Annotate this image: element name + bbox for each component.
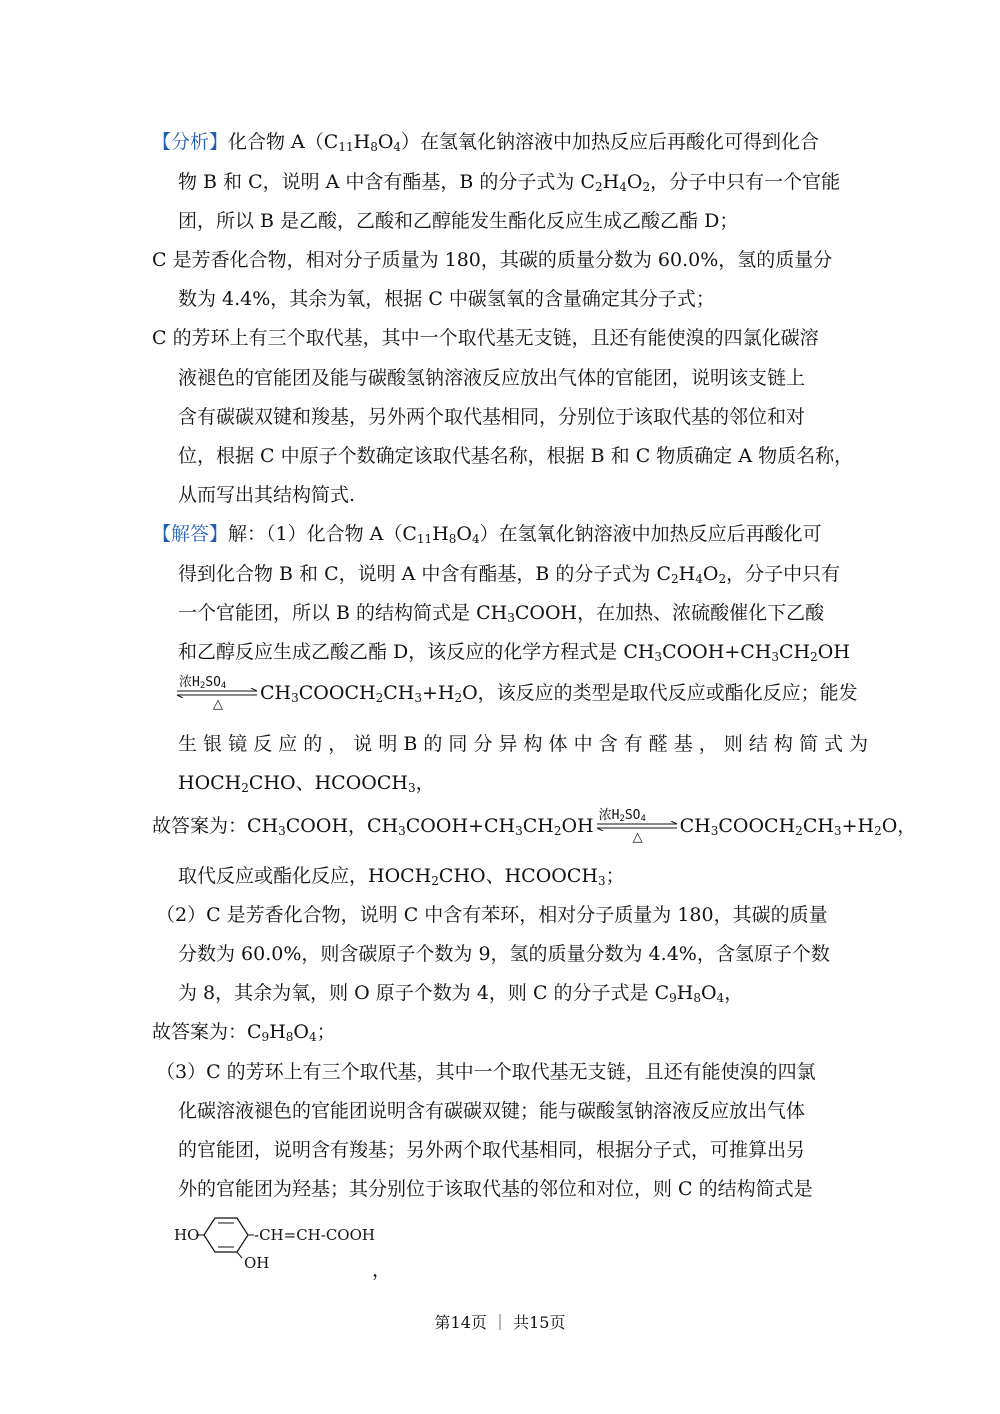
- answer-line-7: $HOCH_2CHO$、$HCOOCH_3$，: [178, 772, 435, 795]
- analysis-line-7: 液褪色的官能团及能与碳酸氢钠溶液反应放出气体的官能团，说明该支链上: [178, 367, 806, 389]
- reaction-arrow-2: [595, 809, 679, 845]
- answer-line-2: 得到化合物 B 和 C，说明 A 中含有酯基，B 的分子式为 $C_2H_4O_2$，分子中只有: [178, 563, 841, 586]
- answer-tag: 【解答】: [152, 523, 229, 545]
- answer-line-17: 外的官能团为羟基；其分别位于该取代基的邻位和对位，则 C 的结构简式是: [178, 1178, 813, 1200]
- struct-ho-label: HO: [174, 1226, 200, 1244]
- answer-line-12: 为 8，其余为氧，则 O 原子个数为 4，则 C 的分子式是 $C_9H_8O_4$，: [178, 982, 744, 1005]
- answer-line-16: 的官能团，说明含有羧基；另外两个取代基相同，根据分子式，可推算出另: [178, 1139, 806, 1161]
- analysis-line-6: C 的芳环上有三个取代基，其中一个取代基无支链，且还有能使溴的四氯化碳溶: [152, 327, 819, 349]
- answer-line-13: 故答案为：$C_9H_8O_4$；: [152, 1021, 336, 1044]
- struct-oh-label: OH: [244, 1254, 270, 1272]
- structural-formula: [168, 1208, 388, 1278]
- answer-line-5: 浓$H_2SO_4$ △ $CH_3COOCH_2CH_3+H_2O$，该反应的类型是取代反应或酯化反应；能发: [174, 675, 858, 712]
- reaction-condition-top: 浓$H_2SO_4$: [598, 808, 646, 824]
- page-footer: 第14页 ｜ 共15页: [434, 1313, 566, 1332]
- analysis-line-2: 物 B 和 C，说明 A 中含有酯基，B 的分子式为 $C_2H_4O_2$，分子中只有一个官能: [178, 171, 841, 194]
- analysis-line-3: 团，所以 B 是乙酸，乙酸和乙醇能发生酯化反应生成乙酸乙酯 D；: [178, 210, 739, 232]
- analysis-line-4: C 是芳香化合物，相对分子质量为 180，其碳的质量分数为 60.0%，氢的质量分: [152, 249, 833, 271]
- answer-line-6: 生 银 镜 反 应 的 ， 说 明 B 的 同 分 异 构 体 中 含 有 醛 基 ， 则 结 构 简 式 为: [178, 733, 869, 755]
- answer-line-11: 分数为 60.0%，则含碳原子个数为 9，氢的质量分数为 4.4%，含氢原子个数: [178, 943, 830, 965]
- answer-trailing-comma: ，: [372, 1259, 392, 1281]
- answer-line-9: 取代反应或酯化反应，$HOCH_2CHO$、$HCOOCH_3$；: [178, 865, 625, 888]
- reaction-condition-bottom: △: [213, 697, 223, 712]
- answer-line-15: 化碳溶液褪色的官能团说明含有碳碳双键；能与碳酸氢钠溶液反应放出气体: [178, 1100, 806, 1122]
- analysis-line-10: 从而写出其结构简式.: [178, 484, 356, 506]
- answer-line-3: 一个官能团，所以 B 的结构简式是 $CH_3COOH$，在加热、浓硫酸催化下乙酸: [178, 602, 825, 625]
- answer-line-4: 和乙醇反应生成乙酸乙酯 D，该反应的化学方程式是 $CH_3COOH+CH_3CH_2OH$: [178, 641, 850, 664]
- struct-side-chain: -CH=CH-COOH: [254, 1226, 375, 1244]
- reaction-arrow-1: [175, 676, 259, 712]
- reaction-condition-top: 浓$H_2SO_4$: [179, 675, 227, 691]
- analysis-line-8: 含有碳碳双键和羧基，另外两个取代基相同，分别位于该取代基的邻位和对: [178, 406, 806, 428]
- answer-line-8: 故答案为：$CH_3COOH$，$CH_3COOH+CH_3CH_2OH$ 浓$H_2SO_4$ △ $CH_3COOCH_2CH_3+H_2O$，: [152, 808, 917, 845]
- answer-line-1: 【解答】解：（1）化合物 $A(C_{11}H_8O_4)$在氢氧化钠溶液中加热反应后再酸化可: [152, 523, 822, 546]
- analysis-line-5: 数为 4.4%，其余为氧，根据 C 中碳氢氧的含量确定其分子式；: [178, 288, 715, 310]
- analysis-line-1: 【分析】化合物 $A(C_{11}H_8O_4)$在氢氧化钠溶液中加热反应后再酸化可得到化合: [152, 131, 820, 154]
- answer-line-10: （2）C 是芳香化合物，说明 C 中含有苯环，相对分子质量为 180，其碳的质量: [156, 904, 828, 926]
- answer-line-14: （3）C 的芳环上有三个取代基，其中一个取代基无支链，且还有能使溴的四氯: [156, 1061, 816, 1083]
- analysis-line-9: 位，根据 C 中原子个数确定该取代基名称，根据 B 和 C 物质确定 A 物质名称，: [178, 445, 854, 467]
- analysis-tag: 【分析】: [152, 131, 229, 153]
- reaction-condition-bottom: △: [632, 830, 643, 845]
